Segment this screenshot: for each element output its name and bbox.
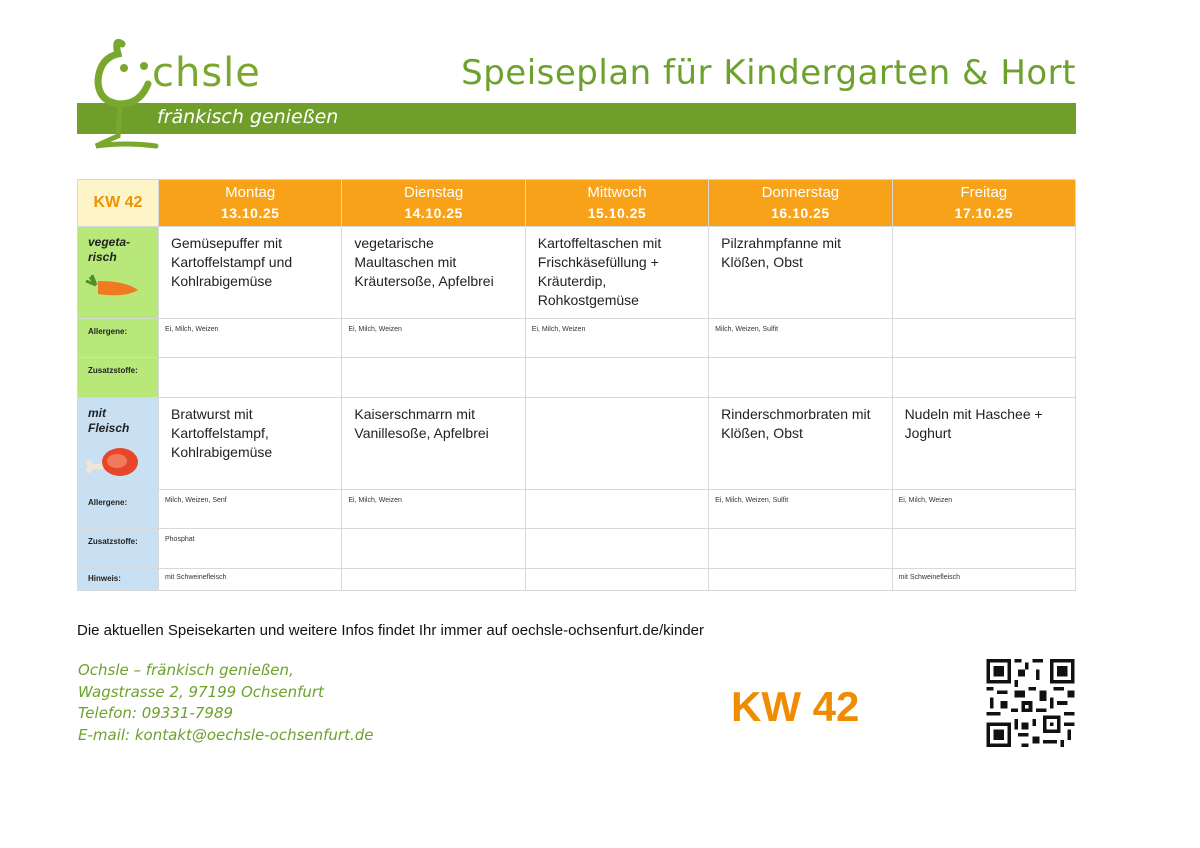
note-cell: mit Schweinefleisch — [892, 569, 1075, 591]
day-header: Freitag 17.10.25 — [892, 180, 1075, 227]
day-header: Mittwoch 15.10.25 — [525, 180, 708, 227]
ham-icon — [84, 444, 144, 478]
dish-cell: Kaiserschmarrn mit Vanillesoße, Apfelbrei — [342, 398, 525, 490]
address-line: Ochsle – fränkisch genießen, — [78, 661, 294, 679]
day-header: Donnerstag 16.10.25 — [709, 180, 892, 227]
allergen-cell: Milch, Weizen, Senf — [159, 490, 342, 529]
additive-cell — [342, 529, 525, 569]
allergen-label-cell: Allergene: — [78, 490, 159, 529]
note-cell — [525, 569, 708, 591]
phone-line: Telefon: 09331-7989 — [78, 704, 234, 722]
additive-cell — [525, 529, 708, 569]
note-cell — [342, 569, 525, 591]
allergen-cell: Ei, Milch, Weizen — [342, 319, 525, 358]
allergen-cell: Ei, Milch, Weizen — [525, 319, 708, 358]
additive-cell — [892, 358, 1075, 398]
meat-category-label: mit Fleisch — [88, 406, 130, 435]
veg-allergen-row — [78, 319, 1076, 358]
dish-cell: Rinderschmorbraten mit Klößen, Obst — [709, 398, 892, 490]
additive-label-cell: Zusatzstoffe: — [78, 358, 159, 398]
additive-cell — [892, 529, 1075, 569]
dish-cell: Nudeln mit Haschee + Joghurt — [892, 398, 1075, 490]
additive-cell — [709, 358, 892, 398]
allergen-cell — [892, 319, 1075, 358]
note-cell — [709, 569, 892, 591]
allergen-cell: Ei, Milch, Weizen, Sulfit — [709, 490, 892, 529]
allergen-cell: Ei, Milch, Weizen — [159, 319, 342, 358]
allergen-cell: Ei, Milch, Weizen — [892, 490, 1075, 529]
note-label-cell: Hinweis: — [78, 569, 159, 591]
dish-cell: Kartoffeltaschen mit Frischkäsefüllung + Kräuterdip, Rohkostgemüse — [525, 227, 708, 319]
additive-cell — [709, 529, 892, 569]
dish-cell — [892, 227, 1075, 319]
dish-cell: vegetarische Maultaschen mit Kräutersoße, Apfelbrei — [342, 227, 525, 319]
day-header: Montag 13.10.25 — [159, 180, 342, 227]
veg-category-cell — [78, 227, 159, 319]
allergen-cell — [525, 490, 708, 529]
info-link-text: Die aktuellen Speisekarten und weitere Infos findet Ihr immer auf oechsle-ochsenfurt.de/kinder — [77, 622, 705, 639]
meat-dish-row — [78, 398, 1076, 490]
veg-category-label: vegeta- risch — [88, 235, 131, 264]
allergen-cell: Ei, Milch, Weizen — [342, 490, 525, 529]
veg-dish-row — [78, 227, 1076, 319]
dish-cell: Pilzrahmpfanne mit Klößen, Obst — [709, 227, 892, 319]
meat-category-cell — [78, 398, 159, 490]
week-number-large: KW 42 — [731, 683, 860, 730]
additive-label-cell: Zusatzstoffe: — [78, 529, 159, 569]
additive-cell — [525, 358, 708, 398]
day-header: Dienstag 14.10.25 — [342, 180, 525, 227]
page-title: Speiseplan für Kindergarten & Hort — [461, 53, 1076, 93]
additive-cell — [342, 358, 525, 398]
address-line: Wagstrasse 2, 97199 Ochsenfurt — [78, 682, 324, 701]
table-header-row — [78, 180, 1076, 227]
allergen-cell: Milch, Weizen, Sulfit — [709, 319, 892, 358]
note-cell: mit Schweinefleisch — [159, 569, 342, 591]
email-line[interactable]: E-mail: kontakt@oechsle-ochsenfurt.de — [78, 725, 374, 744]
carrot-icon — [84, 273, 140, 299]
qr-code-icon[interactable] — [985, 659, 1076, 747]
week-label: KW 42 — [78, 180, 159, 227]
logo-tagline: fränkisch genießen — [157, 106, 339, 128]
dish-cell: Gemüsepuffer mit Kartoffelstampf und Kohlrabigemüse — [159, 227, 342, 319]
dish-cell — [525, 398, 708, 490]
meat-additive-row — [78, 529, 1076, 569]
meat-allergen-row — [78, 490, 1076, 529]
meat-note-row — [78, 569, 1076, 591]
dish-cell: Bratwurst mit Kartoffelstampf, Kohlrabigemüse — [159, 398, 342, 490]
veg-additive-row — [78, 358, 1076, 398]
address-block — [78, 660, 373, 746]
additive-cell: Phosphat — [159, 529, 342, 569]
additive-cell — [159, 358, 342, 398]
logo-wordmark: chsle — [152, 50, 261, 96]
menu-table — [77, 179, 1076, 591]
allergen-label-cell: Allergene: — [78, 319, 159, 358]
